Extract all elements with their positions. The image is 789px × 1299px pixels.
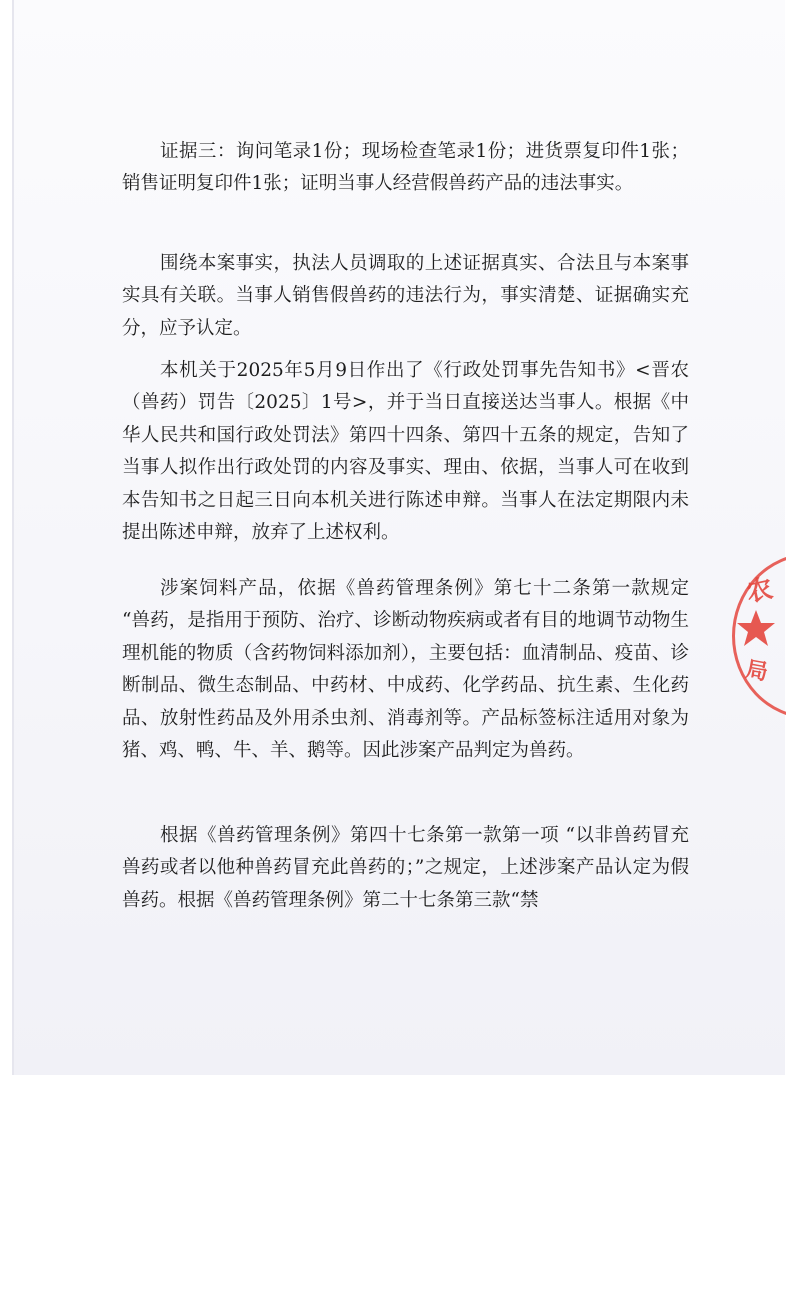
- seal-char-top: 农: [743, 573, 776, 609]
- paragraph-prior-notice: 本机关于2025年5月9日作出了《行政处罚事先告知书》<晋农（兽药）罚告〔2025〕1号>，并于当日直接送达当事人。根据《中华人民共和国行政处罚法》第四十四条、第四十五条的规定，告知了当事人拟作出行政处罚的内容及事实、理由、依据，当事人可在收到本告知书之日起三日向本机关进行陈述申辩。当事人在法定期限内未提出陈述申辩，放弃了上述权利。: [122, 360, 689, 544]
- scanned-page: [12, 0, 785, 1075]
- paragraph-product-definition: 涉案饲料产品，依据《兽药管理条例》第七十二条第一款规定 “兽药，是指用于预防、治疗、诊断动物疾病或者有目的地调节动物生理机能的物质（含药物饲料添加剂），主要包括：血清制品、疫苗、诊断制品、微生态制品、中药材、中成药、化学药品、抗生素、生化药品、放射性药品及外用杀虫剂、消毒剂等。产品标签标注适用对象为猪、鸡、鸭、牛、羊、鹅等。因此涉案产品判定为兽药。: [122, 578, 689, 762]
- scan-edge-shadow: [12, 0, 14, 1075]
- paragraph-fake-drug-determination: 根据《兽药管理条例》第四十七条第一款第一项 “以非兽药冒充兽药或者以他种兽药冒充此兽药的；”之规定，上述涉案产品认定为假兽药。根据《兽药管理条例》第二十七条第三款“禁: [122, 825, 689, 911]
- paragraph-evidence-three: 证据三：询问笔录1份；现场检查笔录1份；进货票复印件1张；销售证明复印件1张；证明当事人经营假兽药产品的违法事实。: [122, 141, 689, 195]
- seal-star-icon: [734, 606, 778, 650]
- seal-char-bottom: 局: [743, 657, 770, 686]
- paragraph-evidence-summary: 围绕本案事实，执法人员调取的上述证据真实、合法且与本案事实具有关联。当事人销售假兽药的违法行为，事实清楚、证据确实充分，应予认定。: [122, 253, 689, 339]
- official-seal-partial: [722, 548, 786, 718]
